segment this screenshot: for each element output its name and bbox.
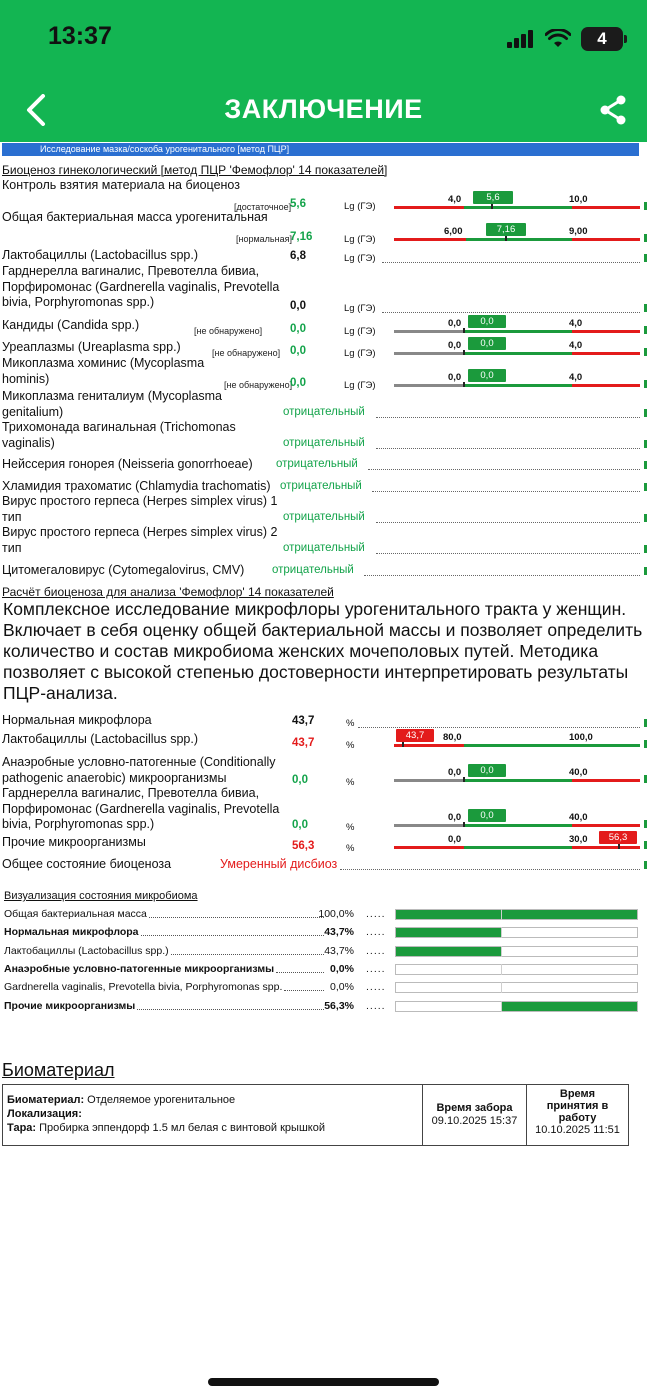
- app-bar: [0, 80, 647, 142]
- viz-bar-track: [395, 1001, 638, 1012]
- viz-value-number: 43,7: [324, 926, 345, 939]
- collection-time-value: 09.10.2025 15:37: [431, 1115, 518, 1127]
- status-icons: [507, 26, 623, 52]
- scale-badge: 0,0: [468, 315, 506, 328]
- calc-value: 43,7: [292, 737, 315, 749]
- state-value: Умеренный дисбиоз: [220, 857, 338, 871]
- calc-name: Прочие микроорганизмы: [2, 835, 146, 849]
- result-qualifier: [не обнаружено]: [194, 326, 263, 336]
- result-row: [2, 494, 642, 526]
- result-value: 7,16: [290, 231, 313, 243]
- localization-label: Локализация:: [7, 1108, 82, 1120]
- result-value: отрицательный: [283, 406, 365, 418]
- viz-leader: [137, 1009, 324, 1010]
- result-value: 0,0: [290, 345, 306, 357]
- result-unit: Lg (ГЭ): [344, 253, 376, 264]
- viz-bar-midline: [501, 946, 502, 957]
- tara-value: Пробирка эппендорф 1.5 мл белая с винтовой крышкой: [39, 1122, 325, 1134]
- row-leader: [340, 869, 640, 870]
- biomaterial-title: Биоматериал: [2, 1060, 115, 1080]
- scale-marker: [618, 844, 620, 849]
- viz-value-unit: %: [344, 981, 354, 994]
- calc-value: 56,3: [292, 840, 315, 852]
- scale-badge: 43,7: [396, 729, 434, 742]
- scale-mid: 30,0: [569, 834, 588, 845]
- calc-row: [2, 713, 642, 731]
- row-leader: [376, 553, 640, 554]
- biomaterial-table: [2, 1084, 629, 1146]
- scale-low: 0,0: [448, 834, 462, 845]
- scale-badge: 5,6: [473, 191, 513, 204]
- scale-bar-low: [394, 744, 464, 747]
- result-row: [2, 457, 642, 475]
- scale-badge: 0,0: [468, 809, 506, 822]
- viz-bar-midline: [501, 927, 502, 938]
- calc-row: [2, 732, 642, 752]
- viz-bar-fill: [396, 910, 637, 919]
- share-button[interactable]: [589, 86, 637, 134]
- viz-bar-fill: [396, 947, 501, 956]
- viz-value-number: 56,3: [324, 999, 345, 1012]
- scale-bar-normal: [464, 384, 572, 387]
- scale-high: 4,0: [569, 372, 583, 383]
- calc-row: [2, 832, 642, 855]
- result-row: [2, 563, 642, 581]
- scale-low: 0,0: [448, 318, 462, 329]
- row-leader: [368, 469, 640, 470]
- battery-icon: 4: [581, 27, 623, 51]
- viz-row: [4, 945, 639, 959]
- viz-leader: [171, 954, 324, 955]
- result-row: [2, 389, 642, 421]
- viz-value-unit: %: [344, 944, 354, 957]
- viz-row: [4, 926, 639, 940]
- viz-title: Визуализация состояния микробиома: [4, 890, 198, 902]
- scale-bar-normal: [464, 206, 572, 209]
- viz-row: [4, 908, 639, 922]
- viz-bar-midline: [501, 982, 502, 993]
- viz-value: [314, 945, 354, 957]
- viz-bar-track: [395, 927, 638, 938]
- result-row: [2, 318, 642, 338]
- result-name: Хламидия трахоматис (Chlamydia trachomatis): [2, 479, 271, 493]
- scale-bar-normal: [464, 824, 572, 827]
- viz-value-number: 100,0: [318, 908, 345, 920]
- description-paragraph: Комплексное исследование микрофлоры урогенитального тракта у женщин. Включает в себя оценку общей бактериальной массы и позволяет определить количество и состав микробиома женских мочеполовых путей. Методика позволяет с высокой степенью достоверности интерпретировать результаты ПЦР-анализа.: [3, 599, 643, 703]
- calc-name: Нормальная микрофлора: [2, 713, 152, 727]
- row-leader: [376, 417, 640, 418]
- viz-label: Анаэробные условно-патогенные микроорганизмы: [4, 962, 275, 975]
- viz-bar-track: [395, 982, 638, 993]
- scale-bar-high: [572, 846, 640, 849]
- result-row: [2, 356, 642, 390]
- result-name: Микоплазма гениталиум (Mycoplasma genitalium): [2, 389, 223, 419]
- viz-row: [4, 963, 639, 977]
- result-name: Вирус простого герпеса (Herpes simplex virus) 1 тип: [2, 494, 278, 524]
- calc-row: [2, 755, 642, 787]
- result-row: [2, 264, 642, 312]
- viz-value: [314, 1000, 354, 1012]
- viz-bar-fill: [501, 1002, 637, 1011]
- scale-marker: [463, 350, 465, 355]
- calc-unit: %: [346, 718, 355, 729]
- calc-name: Анаэробные условно-патогенные (Conditionally pathogenic anaerobic) микроорганизмы: [2, 755, 276, 785]
- scale-bar-high: [572, 779, 640, 782]
- viz-value-unit: %: [344, 926, 354, 939]
- result-value: отрицательный: [272, 564, 354, 576]
- scale-bar-high: [572, 206, 640, 209]
- row-leader: [376, 522, 640, 523]
- scale-high: 40,0: [569, 812, 588, 823]
- result-value: 5,6: [290, 198, 306, 210]
- scale-bar-high: [572, 352, 640, 355]
- scale-bar-high: [572, 824, 640, 827]
- scale-bar-low: [394, 238, 466, 241]
- scale-low: 6,00: [444, 226, 463, 237]
- scale-badge: 0,0: [468, 369, 506, 382]
- calc-name: Гарднерелла вагиналис, Превотелла бивиа, Порфиромонас (Gardnerella vaginalis, Prevotella bivia, Porphyromonas spp.): [2, 786, 280, 831]
- viz-value: [314, 981, 354, 993]
- scale-bar-normal: [464, 330, 572, 333]
- scale-low: 0,0: [448, 767, 462, 778]
- scale-bar-normal: [464, 846, 572, 849]
- report-document[interactable]: [0, 142, 647, 1362]
- status-bar: [0, 0, 647, 80]
- state-label: Общее состояние биоценоза: [2, 857, 172, 871]
- viz-leader: [141, 935, 324, 936]
- viz-value-unit: %: [344, 999, 354, 1012]
- result-name: Уреаплазмы (Ureaplasma spp.): [2, 340, 181, 354]
- result-value: отрицательный: [283, 511, 365, 523]
- viz-label: Gardnerella vaginalis, Prevotella bivia, Porphyromonas spp.: [4, 981, 283, 994]
- viz-bar-track: [395, 946, 638, 957]
- viz-bar-track: [395, 964, 638, 975]
- result-name: Нейссерия гонорея (Neisseria gonorrhoeae): [2, 457, 253, 471]
- share-icon: [599, 95, 627, 125]
- calc-unit: %: [346, 777, 355, 788]
- result-name: Общая бактериальная масса урогенитальная: [2, 210, 268, 224]
- scale-badge: 56,3: [599, 831, 637, 844]
- scale-high: 100,0: [569, 732, 593, 743]
- scale-bar-high: [572, 384, 640, 387]
- state-row: [2, 857, 642, 875]
- viz-dots: .....: [366, 981, 386, 994]
- accepted-time-cell: [527, 1085, 628, 1145]
- result-value: отрицательный: [280, 480, 362, 492]
- result-name: Цитомегаловирус (Cytomegalovirus, CMV): [2, 563, 245, 577]
- row-leader: [364, 575, 640, 576]
- status-time: 13:37: [48, 22, 112, 50]
- viz-bar-midline: [501, 1001, 502, 1012]
- scale-bar-normal: [464, 744, 640, 747]
- viz-bar-midline: [501, 909, 502, 920]
- scale-bar-low: [394, 384, 464, 387]
- section-title-calculation: Расчёт биоценоза для анализа 'Фемофлор' 14 показателей: [2, 585, 334, 599]
- result-name: Кандиды (Candida spp.): [2, 318, 140, 332]
- viz-bar-fill: [396, 928, 501, 937]
- calc-unit: %: [346, 740, 355, 751]
- result-unit: Lg (ГЭ): [344, 380, 376, 391]
- result-row: [2, 525, 642, 557]
- calc-unit: %: [346, 822, 355, 833]
- scale-bar-low: [394, 352, 464, 355]
- result-value: 0,0: [290, 323, 306, 335]
- scale-high: 4,0: [569, 318, 583, 329]
- scale-marker: [505, 236, 507, 241]
- calc-value: 0,0: [292, 819, 308, 831]
- result-unit: Lg (ГЭ): [344, 201, 376, 212]
- scale-marker: [491, 204, 493, 209]
- result-name: Микоплазма хоминис (Mycoplasma hominis): [2, 356, 205, 386]
- collection-time-cell: [423, 1085, 527, 1145]
- scale-high: 40,0: [569, 767, 588, 778]
- scale-marker: [463, 382, 465, 387]
- scale-marker: [463, 328, 465, 333]
- viz-label: Лактобациллы (Lactobacillus spp.): [4, 944, 169, 957]
- row-leader: [358, 727, 640, 728]
- viz-dots: .....: [366, 944, 386, 957]
- viz-label: Прочие микроорганизмы: [4, 999, 136, 1012]
- viz-value-unit: %: [344, 908, 354, 920]
- scale-high: 10,0: [569, 194, 588, 205]
- signal-icon: [507, 30, 535, 48]
- result-name: Вирус простого герпеса (Herpes simplex virus) 2 тип: [2, 525, 278, 555]
- calc-value: 0,0: [292, 774, 308, 786]
- viz-bar-midline: [501, 964, 502, 975]
- material-label: Биоматериал:: [7, 1094, 85, 1106]
- scale-low: 80,0: [443, 732, 462, 743]
- viz-dots: .....: [366, 926, 386, 939]
- result-qualifier: [достаточное]: [234, 202, 292, 212]
- scale-bar-high: [572, 238, 640, 241]
- viz-dots: .....: [366, 908, 386, 920]
- scale-bar-normal: [464, 779, 572, 782]
- viz-row: [4, 1000, 639, 1014]
- row-leader: [382, 312, 640, 313]
- scale-high: 9,00: [569, 226, 588, 237]
- scale-marker: [463, 822, 465, 827]
- result-qualifier: [не обнаружено]: [212, 348, 281, 358]
- result-qualifier: [нормальная]: [236, 234, 292, 244]
- scale-badge: 0,0: [468, 337, 506, 350]
- result-unit: Lg (ГЭ): [344, 326, 376, 337]
- scale-bar-high: [572, 330, 640, 333]
- result-name: Трихомонада вагинальная (Trichomonas vaginalis): [2, 420, 236, 450]
- wifi-icon: [545, 29, 571, 49]
- row-leader: [376, 448, 640, 449]
- tara-label: Тара:: [7, 1122, 37, 1134]
- result-name: Гарднерелла вагиналис, Превотелла бивиа, Порфиромонас (Gardnerella vaginalis, Prevotella bivia, Porphyromonas spp.): [2, 264, 280, 309]
- study-band: Исследование мазка/соскоба урогенитального [метод ПЦР]: [2, 143, 639, 156]
- scale-bar-low: [394, 779, 464, 782]
- result-value: 0,0: [290, 300, 306, 312]
- viz-row: [4, 981, 639, 995]
- viz-value-number: 0,0: [330, 981, 345, 994]
- scale-bar-low: [394, 824, 464, 827]
- result-row: [2, 210, 642, 245]
- viz-label: Общая бактериальная масса: [4, 908, 147, 920]
- scale-badge: 7,16: [486, 223, 526, 236]
- viz-leader: [149, 917, 324, 918]
- scale-low: 0,0: [448, 372, 462, 383]
- result-unit: Lg (ГЭ): [344, 348, 376, 359]
- scale-low: 4,0: [448, 194, 462, 205]
- viz-bar-track: [395, 909, 638, 920]
- biomaterial-info: [3, 1085, 423, 1145]
- calc-value: 43,7: [292, 715, 315, 727]
- result-value: отрицательный: [283, 542, 365, 554]
- scale-badge: 0,0: [468, 764, 506, 777]
- page-title: ЗАКЛЮЧЕНИЕ: [224, 94, 423, 124]
- scale-marker: [402, 742, 404, 747]
- row-leader: [382, 262, 640, 263]
- accepted-time-value: 10.10.2025 11:51: [535, 1124, 620, 1136]
- home-indicator[interactable]: [208, 1378, 439, 1386]
- viz-value-number: 0,0: [330, 962, 345, 975]
- viz-value-unit: %: [344, 962, 354, 975]
- result-value: 6,8: [290, 250, 306, 262]
- result-name: Лактобациллы (Lactobacillus spp.): [2, 248, 199, 262]
- scale-low: 0,0: [448, 812, 462, 823]
- section-title-biocenosis: Биоценоз гинекологический [метод ПЦР 'Фемофлор' 14 показателей]: [2, 163, 388, 177]
- scale-bar-low: [394, 206, 464, 209]
- viz-value-number: 43,7: [324, 944, 345, 957]
- result-unit: Lg (ГЭ): [344, 234, 376, 245]
- viz-value: [314, 908, 354, 920]
- collection-time-label: Время забора: [436, 1102, 513, 1114]
- material-value: Отделяемое урогенитальное: [87, 1094, 236, 1106]
- result-value: 0,0: [290, 377, 306, 389]
- viz-dots: .....: [366, 962, 386, 975]
- scale-high: 4,0: [569, 340, 583, 351]
- result-row: [2, 178, 642, 210]
- result-value: отрицательный: [276, 458, 358, 470]
- result-row: [2, 420, 642, 452]
- scale-marker: [463, 777, 465, 782]
- viz-label: Нормальная микрофлора: [4, 926, 139, 939]
- result-qualifier: [не обнаружено]: [224, 380, 293, 390]
- calc-row: [2, 786, 642, 834]
- scale-bar-normal: [466, 238, 572, 241]
- viz-value: [314, 926, 354, 938]
- accepted-time-label: Время принятия в работу: [546, 1088, 609, 1124]
- scale-bar-low: [394, 330, 464, 333]
- result-unit: Lg (ГЭ): [344, 303, 376, 314]
- result-value: отрицательный: [283, 437, 365, 449]
- result-name: Контроль взятия материала на биоценоз: [2, 178, 240, 192]
- scale-bar-normal: [464, 352, 572, 355]
- calc-unit: %: [346, 843, 355, 854]
- calc-name: Лактобациллы (Lactobacillus spp.): [2, 732, 199, 746]
- scale-low: 0,0: [448, 340, 462, 351]
- row-leader: [372, 491, 640, 492]
- scale-bar-low: [394, 846, 464, 849]
- viz-value: [314, 963, 354, 975]
- viz-dots: .....: [366, 999, 386, 1012]
